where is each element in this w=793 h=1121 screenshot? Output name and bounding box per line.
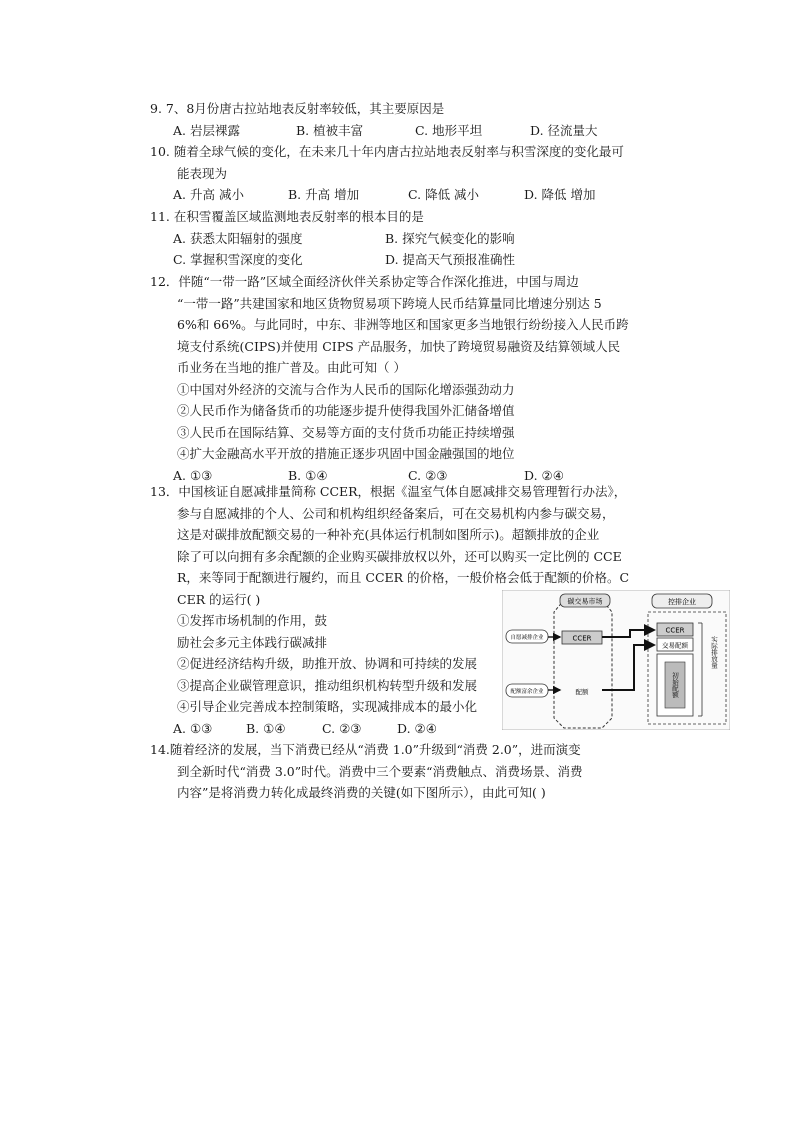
option-c[interactable]: C. ②③ <box>408 467 448 483</box>
option-row <box>150 120 645 142</box>
option-row <box>150 228 645 250</box>
question-stem-line: R，来等同于配额进行履约，而且 CCER 的价格，一般价格会低于配额的价格。C <box>177 570 630 585</box>
question-stem-line: 12．伴随“一带一路”区域全面经济伙伴关系协定等合作深化推进，中国与周边 <box>150 274 579 289</box>
question-stem: 11. 在积雪覆盖区域监测地表反射率的根本目的是 <box>150 209 424 224</box>
option-row <box>150 184 645 206</box>
option-d[interactable]: D. 径流量大 <box>530 122 598 138</box>
actual-emission-label: 实际排放量 <box>710 635 718 669</box>
statement-2: ②人民币作为储备货币的功能逐步提升使得我国外汇储备增值 <box>177 403 515 418</box>
option-b[interactable]: B. 升高 增加 <box>288 187 360 202</box>
diagram-background <box>502 590 730 730</box>
trade-quota-label: 交易配额 <box>662 641 688 650</box>
question-12 <box>150 271 645 486</box>
option-d[interactable]: D. ②④ <box>524 467 564 483</box>
option-d[interactable]: D. ②④ <box>397 720 437 736</box>
ccer-market-label: CCER <box>572 634 592 643</box>
surplus-quota-label: 配额 <box>575 688 589 696</box>
market-label: 碳交易市场 <box>567 597 603 606</box>
question-stem-line: 境支付系统(CIPS)并使用 CIPS 产品服务，加快了跨境贸易融资及结算领域人民 <box>177 338 621 354</box>
option-d[interactable]: D. 降低 增加 <box>524 187 596 202</box>
ccer-mechanism-diagram <box>502 590 730 730</box>
statement-1: ①发挥市场机制的作用，鼓 <box>177 613 328 628</box>
statement-3: ③提高企业碳管理意识，推动组织机构转型升级和发展 <box>177 677 478 693</box>
question-14 <box>150 739 645 804</box>
statement-4: ④引导企业完善成本控制策略，实现减排成本的最小化 <box>177 699 478 714</box>
control-company-label: 控排企业 <box>668 598 696 606</box>
option-a[interactable]: A. 获悉太阳辐射的强度 <box>173 230 303 246</box>
option-b[interactable]: B. ①④ <box>246 720 286 736</box>
question-9 <box>150 98 645 141</box>
statement-4: ④扩大金融高水平开放的措施正逐步巩固中国金融强国的地位 <box>177 446 515 461</box>
option-a[interactable]: A. ①③ <box>173 720 213 736</box>
option-b[interactable]: B. ①④ <box>288 467 328 483</box>
question-stem-line: 内容”是将消费力转化成最终消费的关键(如下图所示），由此可知( ) <box>177 785 546 800</box>
option-row <box>150 249 645 271</box>
option-a[interactable]: A. 岩层裸露 <box>173 122 240 138</box>
statement-3: ③人民币在国际结算、交易等方面的支付货币功能正持续增强 <box>177 424 515 440</box>
question-stem-line: 6%和 66%。与此同时，中东、非洲等地区和国家更多当地银行纷纷接入人民币跨 <box>177 317 629 332</box>
question-stem-line: 这是对碳排放配额交易的一种补充(具体运行机制如图所示)。超额排放的企业 <box>177 527 600 542</box>
option-a[interactable]: A. 升高 减小 <box>173 187 244 202</box>
question-stem-line: “一带一路”共建国家和地区货物贸易项下跨境人民币结算量同比增速分别达 5 <box>177 295 602 311</box>
question-stem-line: 参与自愿减排的个人、公司和机构组织经备案后，可在交易机构内参与碳交易， <box>177 505 615 521</box>
question-stem-line: CER 的运行( ) <box>177 591 261 607</box>
question-stem-line: 10. 随着全球气候的变化，在未来几十年内唐古拉站地表反射率与积雪深度的变化最可 <box>150 144 624 159</box>
statement-2: ②促进经济结构升级，助推开放、协调和可持续的发展 <box>177 656 478 671</box>
option-c[interactable]: C. 降低 减小 <box>408 187 480 202</box>
option-a[interactable]: A. ①③ <box>173 467 213 483</box>
question-stem-line: 13．中国核证自愿减排量简称 CCER，根据《温室气体自愿减排交易管理暂行办法》， <box>150 484 627 499</box>
ccer-company-label: CCER <box>665 626 685 635</box>
option-b[interactable]: B. 植被丰富 <box>296 122 364 138</box>
statement-1-cont: 励社会多元主体践行碳减排 <box>177 634 328 650</box>
option-d[interactable]: D. 提高天气预报准确性 <box>385 252 516 267</box>
option-b[interactable]: B. 探究气候变化的影响 <box>385 230 515 246</box>
option-c[interactable]: C. 掌握积雪深度的变化 <box>173 252 303 267</box>
option-c[interactable]: C. 地形平坦 <box>415 122 483 138</box>
question-11 <box>150 206 645 271</box>
question-stem-line: 到全新时代“消费 3.0”时代。消费中三个要素“消费触点、消费场景、消费 <box>177 763 583 779</box>
question-stem-line: 14.随着经济的发展，当下消费已经从“消费 1.0”升级到“消费 2.0”，进而演变 <box>150 742 581 757</box>
initial-quota-label: 初始配额 <box>671 672 679 698</box>
voluntary-company-label: 自愿减排企业 <box>510 635 544 641</box>
question-stem: 9. 7、8月份唐古拉站地表反射率较低，其主要原因是 <box>150 101 445 116</box>
question-stem-line: 除了可以向拥有多余配额的企业购买碳排放权以外，还可以购买一定比例的 CCE <box>177 548 622 564</box>
question-stem-line: 币业务在当地的推广普及。由此可知（ ） <box>177 360 406 375</box>
question-10 <box>150 141 645 206</box>
surplus-company-label: 配额富余企业 <box>510 689 544 695</box>
statement-1: ①中国对外经济的交流与合作为人民币的国际化增添强劲动力 <box>177 381 515 397</box>
question-stem-line: 能表现为 <box>177 165 228 181</box>
option-c[interactable]: C. ②③ <box>322 720 362 736</box>
